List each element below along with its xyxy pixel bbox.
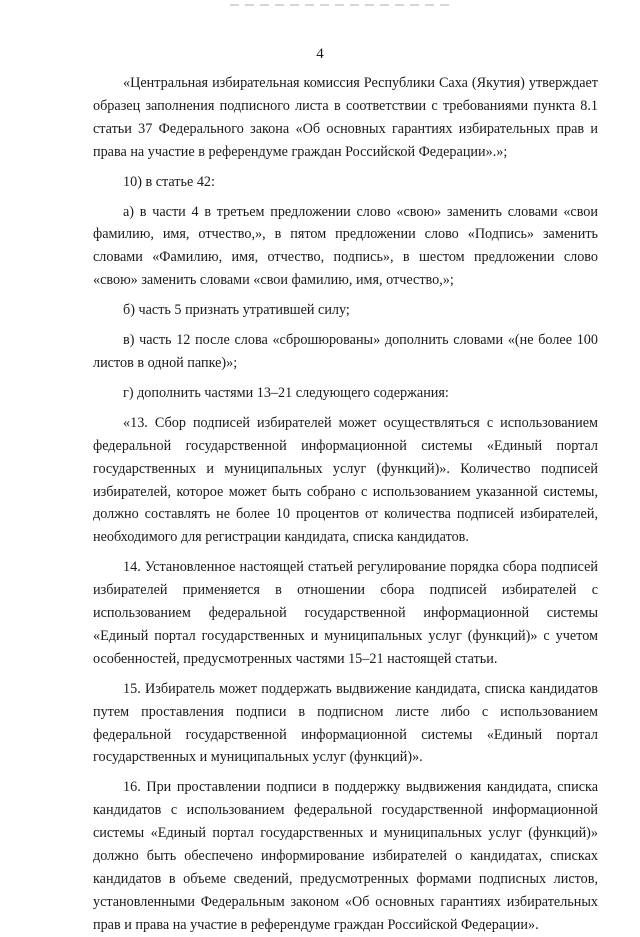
paragraph-part-14: 14. Установленное настоящей статьей регулирование порядка сбора подписей избирателей применяется в отношении сбора подписей избирателей с использованием федеральной государственной информационной системы «Единый портал государственных и муниципальных услуг (функций)» с учетом особенностей, предусмотренных частями 15–21 настоящей статьи. [93,559,598,667]
document-body [93,72,598,937]
paragraph-item-v: в) часть 12 после слова «сброшюрованы» дополнить словами «(не более 100 листов в одной папке)»; [93,332,598,371]
paragraph-item-b: б) часть 5 признать утратившей силу; [123,302,350,319]
paragraph-part-13: «13. Сбор подписей избирателей может осуществляться с использованием федеральной государственной информационной системы «Единый портал государственных и муниципальных услуг (функций)». Количество подписей избирателей, которое может быть собрано с использованием указанной системы, должно составлять не более 10 процентов от количества подписей избирателей, необходимого для регистрации кандидата, списка кандидатов. [93,414,598,546]
paragraph-item-g: г) дополнить частями 13–21 следующего содержания: [123,384,449,401]
paragraph-part-15: 15. Избиратель может поддержать выдвижение кандидата, списка кандидатов путем проставления подписи в подписном листе либо с использованием федеральной государственной информационной системы «Единый портал государственных и муниципальных услуг (функций)». [93,680,598,766]
scan-artifact [230,4,450,6]
paragraph-intro: «Центральная избирательная комиссия Республики Саха (Якутия) утверждает образец заполнения подписного листа в соответствии с требованиями пункта 8.1 статьи 37 Федерального закона «Об основных гарантиях избирательных прав и права на участие в референдуме граждан Российской Федерации».»; [93,75,598,160]
paragraph-item-a: а) в части 4 в третьем предложении слово «свою» заменить словами «свои фамилию, имя, отчество,», в пятом предложении слово «Подпись» заменить словами «Фамилию, имя, отчество, подпись», в шестом предложении слово «свою» заменить словами «свои фамилию, имя, отчество,»; [93,203,598,289]
page-number: 4 [316,46,324,62]
paragraph-part-16: 16. При проставлении подписи в поддержку выдвижения кандидата, списка кандидатов с использованием федеральной государственной информационной системы «Единый портал государственных и муниципальных услуг (функций)» должно быть обеспечено информирование избирателей о кандидатах, списках кандидатов в объеме сведений, предусмотренных формами подписных листов, установленными Федеральным законом «Об основных гарантиях избирательных прав и права на участие в референдуме граждан Российской Федерации». [93,779,598,933]
paragraph-item-10: 10) в статье 42: [123,173,215,190]
